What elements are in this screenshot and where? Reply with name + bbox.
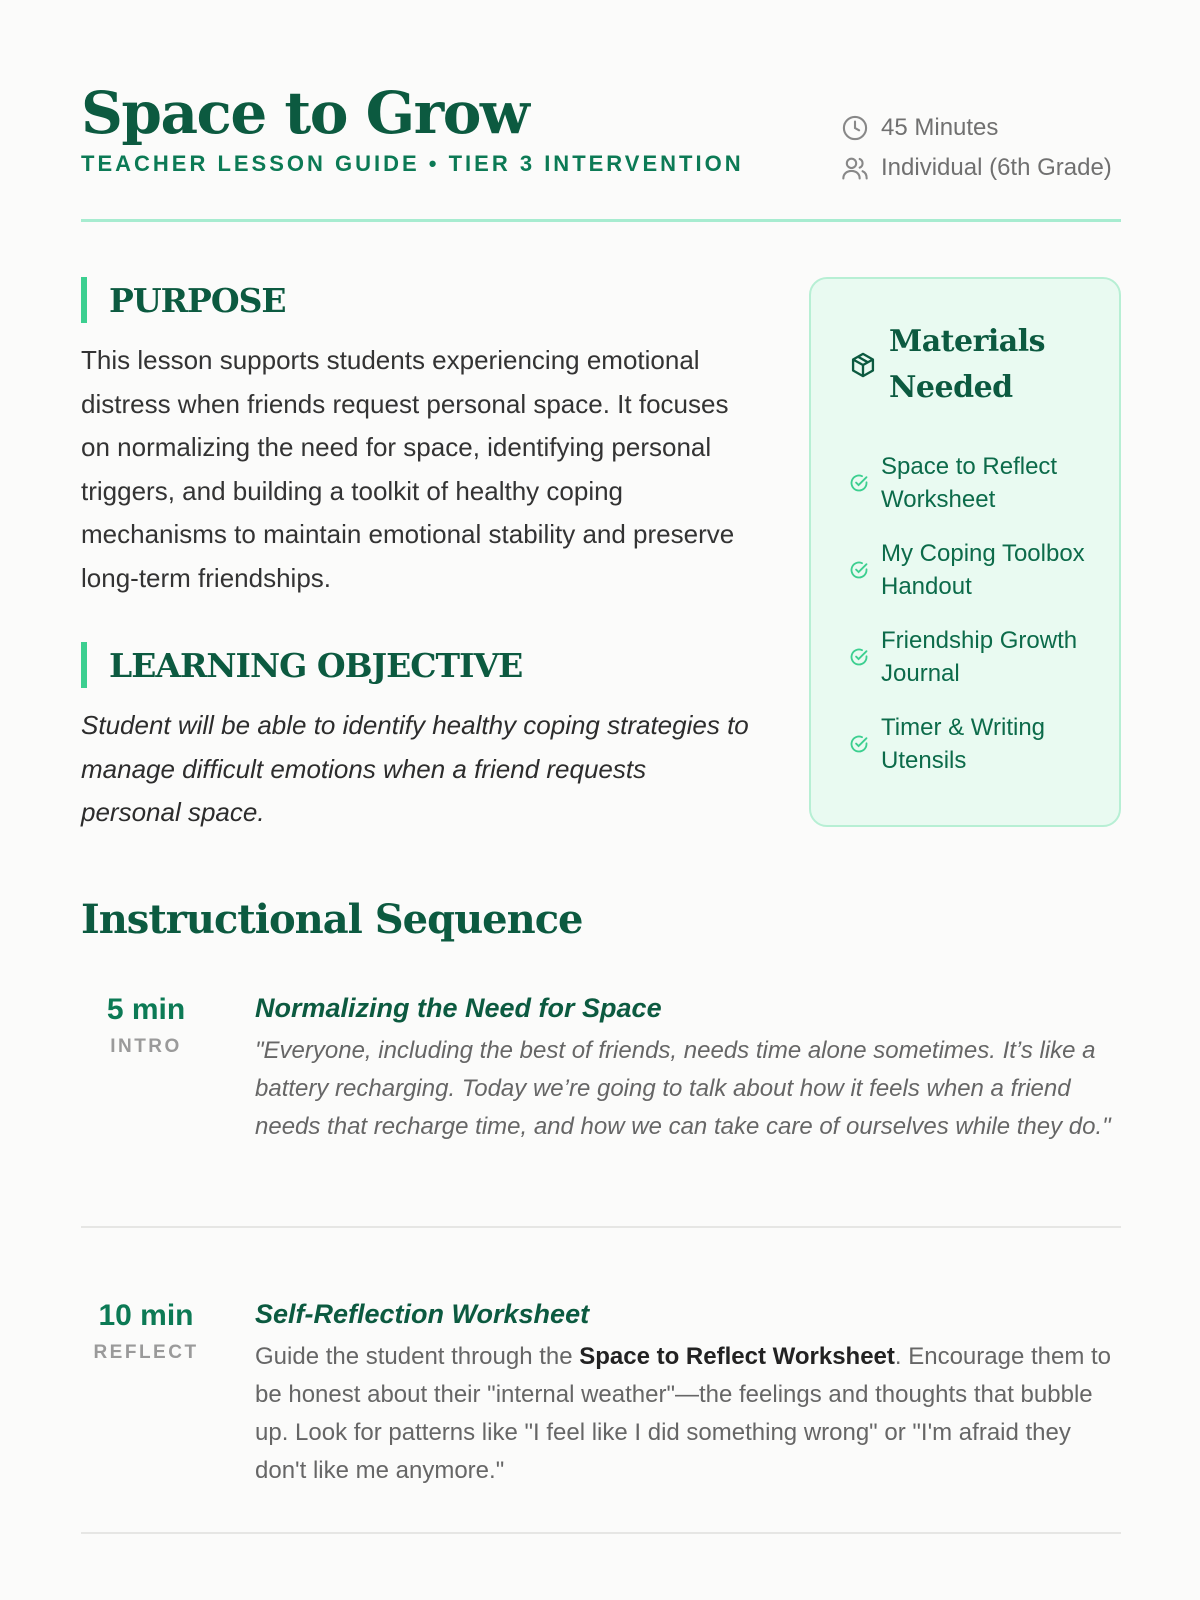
lesson-meta bbox=[841, 108, 1121, 188]
step-time bbox=[81, 1296, 211, 1364]
step-time bbox=[81, 990, 211, 1058]
step-heading: Normalizing the Need for Space bbox=[255, 993, 662, 1023]
objective-heading: LEARNING OBJECTIVE bbox=[81, 642, 751, 688]
material-label: Friendship Growth Journal bbox=[881, 626, 1078, 687]
overview-section bbox=[81, 277, 751, 835]
material-label: Timer & Writing Utensils bbox=[881, 713, 1046, 774]
materials-list bbox=[849, 439, 1099, 787]
step-phase: INTRO bbox=[110, 1036, 182, 1057]
step-heading: Self-Reflection Worksheet bbox=[255, 1299, 590, 1329]
sequence-step-intro bbox=[81, 990, 1121, 1228]
users-icon bbox=[841, 154, 869, 182]
page-title: Space to Grow bbox=[81, 79, 529, 147]
step-duration: 10 min bbox=[98, 1299, 194, 1332]
check-circle-icon bbox=[849, 560, 869, 580]
step-body bbox=[255, 990, 1121, 1146]
sequence-step-reflect bbox=[81, 1296, 1121, 1534]
step-duration: 5 min bbox=[106, 993, 186, 1026]
purpose-heading: PURPOSE bbox=[81, 277, 751, 323]
list-item bbox=[849, 439, 1099, 526]
group-text: Individual (6th Grade) bbox=[881, 154, 1112, 181]
list-item bbox=[849, 526, 1099, 613]
step-instructions bbox=[255, 1338, 1121, 1490]
package-icon bbox=[849, 351, 877, 379]
material-label: My Coping Toolbox Handout bbox=[881, 539, 1085, 600]
clock-icon bbox=[841, 114, 869, 142]
group-meta bbox=[841, 148, 1121, 188]
materials-card bbox=[809, 277, 1121, 827]
page-subtitle: TEACHER LESSON GUIDE • TIER 3 INTERVENTION bbox=[81, 151, 744, 176]
page-header bbox=[81, 0, 1121, 222]
list-item bbox=[849, 613, 1099, 700]
lesson-guide-page bbox=[81, 0, 1121, 1484]
materials-title: Materials Needed bbox=[889, 324, 1046, 405]
step-phase: REFLECT bbox=[93, 1342, 199, 1363]
duration-meta bbox=[841, 108, 1121, 148]
material-label: Space to Reflect Worksheet bbox=[881, 452, 1058, 513]
check-circle-icon bbox=[849, 734, 869, 754]
materials-header bbox=[849, 319, 1099, 411]
check-circle-icon bbox=[849, 473, 869, 493]
worksheet-name: Space to Reflect Worksheet bbox=[579, 1343, 895, 1370]
step-text-after: . Encourage them to be honest about their "internal weather"—the feelings and thoughts that bubble up. Look for patterns like "I feel like I did something wrong" or "I'm afraid they don't like me anymore." bbox=[255, 1343, 1112, 1484]
list-item bbox=[849, 700, 1099, 787]
step-script: "Everyone, including the best of friends, needs time alone sometimes. It’s like a battery recharging. Today we’re going to talk about how it feels when a friend needs that recharge time, and how we can take care of ourselves while they do." bbox=[255, 1037, 1111, 1140]
step-body bbox=[255, 1296, 1121, 1490]
objective-text: Student will be able to identify healthy coping strategies to manage difficult emotions when a friend requests personal space. bbox=[81, 710, 749, 827]
purpose-text: This lesson supports students experiencing emotional distress when friends request personal space. It focuses on normalizing the need for space, identifying personal triggers, and building a toolkit of healthy coping mechanisms to maintain emotional stability and preserve long-term friendships. bbox=[81, 345, 735, 593]
duration-text: 45 Minutes bbox=[881, 114, 999, 141]
sequence-title: Instructional Sequence bbox=[81, 896, 583, 943]
check-circle-icon bbox=[849, 647, 869, 667]
step-text-before: Guide the student through the bbox=[255, 1343, 580, 1370]
